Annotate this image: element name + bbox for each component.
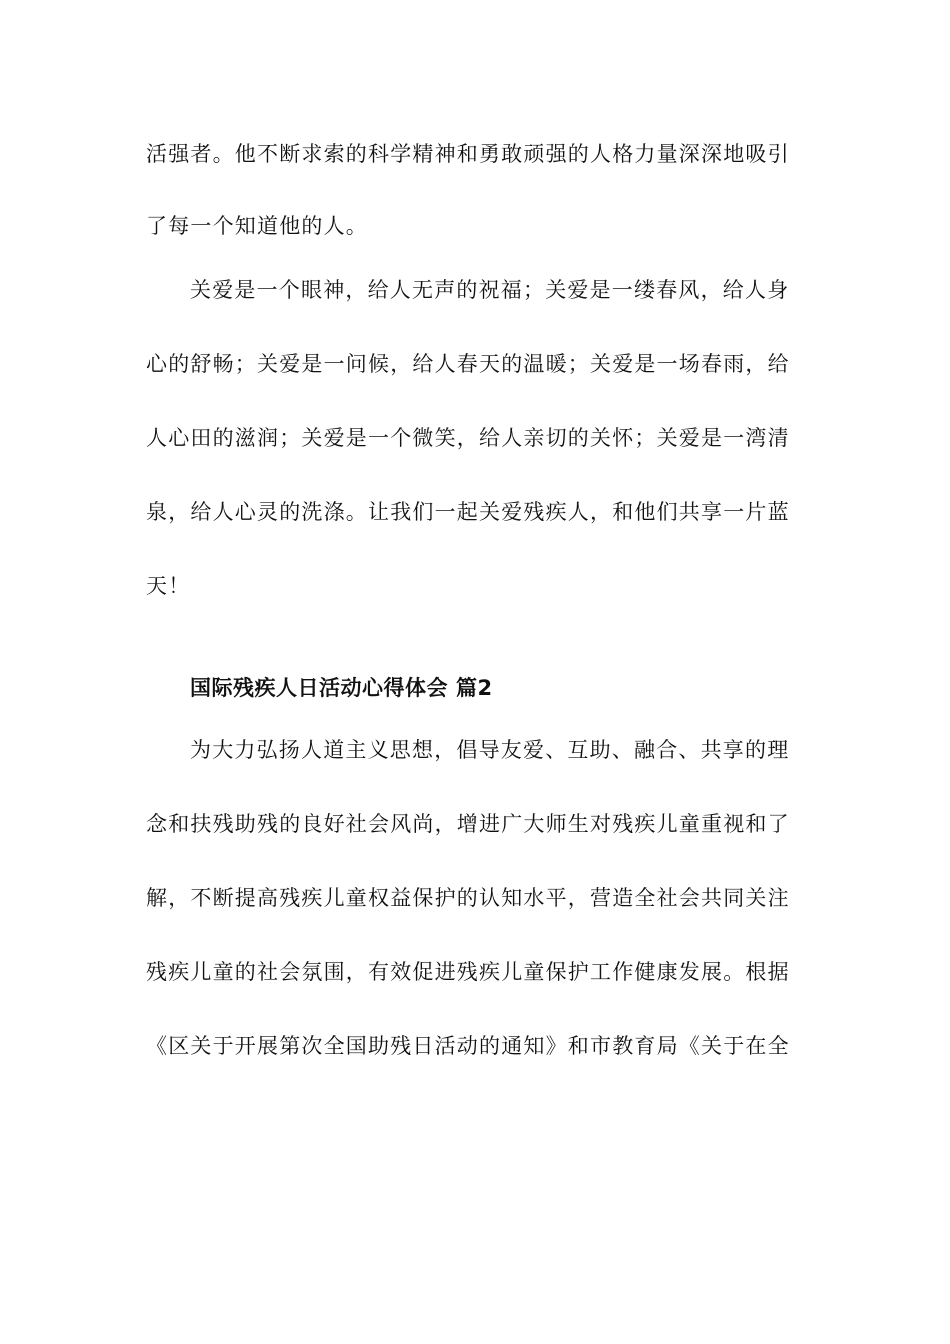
text-line: 泉，给人心灵的洗涤。让我们一起关爱残疾人，和他们共享一片蓝 — [146, 500, 790, 524]
section-heading — [190, 674, 493, 702]
text-line: 残疾儿童的社会氛围，有效促进残疾儿童保护工作健康发展。根据 — [146, 960, 790, 984]
section-number: 篇2 — [456, 676, 493, 700]
text-line: 关爱是一个眼神，给人无声的祝福；关爱是一缕春风，给人身 — [190, 278, 790, 302]
text-line: 活强者。他不断求索的科学精神和勇敢顽强的人格力量深深地吸引 — [146, 142, 790, 166]
text-line: 天！ — [146, 574, 191, 598]
text-line: 解，不断提高残疾儿童权益保护的认知水平，营造全社会共同关注 — [146, 886, 790, 910]
section-title: 国际残疾人日活动心得体会 — [190, 676, 448, 700]
text-line: 心的舒畅；关爱是一问候，给人春天的温暖；关爱是一场春雨，给 — [146, 352, 790, 376]
text-line: 为大力弘扬人道主义思想，倡导友爱、互助、融合、共享的理 — [190, 738, 790, 762]
text-line: 《区关于开展第次全国助残日活动的通知》和市教育局《关于在全 — [146, 1034, 790, 1058]
text-line: 了每一个知道他的人。 — [146, 214, 368, 238]
text-line: 人心田的滋润；关爱是一个微笑，给人亲切的关怀；关爱是一湾清 — [146, 426, 790, 450]
text-line: 念和扶残助残的良好社会风尚，增进广大师生对残疾儿童重视和了 — [146, 812, 790, 836]
